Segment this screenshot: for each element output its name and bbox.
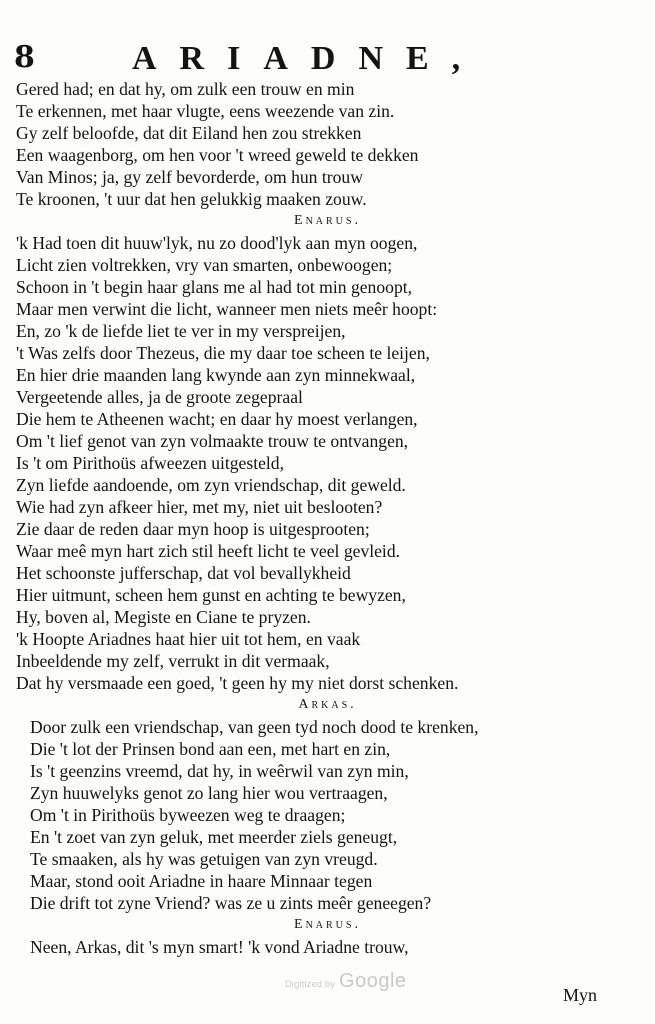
verse-line: Is 't geenzins vreemd, dat hy, in weêrwil van zyn min, <box>30 761 409 781</box>
page-number: 8 <box>14 40 35 75</box>
verse-line: En hier drie maanden lang kwynde aan zyn minnekwaal, <box>16 365 416 385</box>
verse-line: Om 't in Pirithoüs byweezen weg te draagen; <box>30 805 346 825</box>
verse-line: Die hem te Atheenen wacht; en daar hy moest verlangen, <box>16 409 418 429</box>
verse-line: Te erkennen, met haar vlugte, eens weezende van zin. <box>16 101 395 121</box>
verse-line: Die 't lot der Prinsen bond aan een, met hart en zin, <box>30 739 391 759</box>
verse-line: Maar men verwint die licht, wanneer men niets meêr hoopt: <box>16 299 438 319</box>
verse-line: 'k Had toen dit huuw'lyk, nu zo dood'lyk aan myn oogen, <box>16 233 418 253</box>
verse-line: Zyn huuwelyks genot zo lang hier wou vertraagen, <box>30 783 388 803</box>
speaker-heading: Arkas. <box>298 697 357 712</box>
verse-line: Maar, stond ooit Ariadne in haare Minnaar tegen <box>30 871 373 891</box>
watermark-brand: Google <box>339 970 407 992</box>
verse-line: Wie had zyn afkeer hier, met my, niet uit beslooten? <box>16 497 383 517</box>
verse-line: Vergeetende alles, ja de groote zegepraal <box>16 387 303 407</box>
verse-line: Hy, boven al, Megiste en Ciane te pryzen. <box>16 607 311 627</box>
verse-line: Schoon in 't begin haar glans me al had tot min genoopt, <box>16 277 413 297</box>
verse-line: Te smaaken, als hy was getuigen van zyn vreugd. <box>30 849 378 869</box>
verse-line: 'k Hoopte Ariadnes haat hier uit tot hem, en vaak <box>16 629 361 649</box>
speaker-heading: Enarus. <box>294 213 361 228</box>
verse-line: Van Minos; ja, gy zelf bevorderde, om hun trouw <box>16 167 363 187</box>
verse-line: Hier uitmunt, scheen hem gunst en achting te bewyzen, <box>16 585 406 605</box>
verse-line: Dat hy versmaade een goed, 't geen hy my niet dorst schenken. <box>16 673 459 693</box>
verse-line: Is 't om Pirithoüs afweezen uitgesteld, <box>16 453 284 473</box>
verse-line: Zie daar de reden daar myn hoop is uitgesprooten; <box>16 519 370 539</box>
verse-line: Een waagenborg, om hen voor 't wreed geweld te dekken <box>16 145 419 165</box>
digitization-watermark <box>285 970 407 993</box>
verse-line: Gy zelf beloofde, dat dit Eiland hen zou strekken <box>16 123 362 143</box>
verse-line: Zyn liefde aandoende, om zyn vriendschap, dit geweld. <box>16 475 406 495</box>
verse-line: En, zo 'k de liefde liet te ver in my verspreijen, <box>16 321 346 341</box>
speaker-heading: Enarus. <box>294 917 361 932</box>
verse-line: Het schoonste jufferschap, dat vol bevallykheid <box>16 563 351 583</box>
verse-line: Door zulk een vriendschap, van geen tyd noch dood te krenken, <box>30 717 479 737</box>
running-title: ARIADNE, <box>132 40 484 77</box>
watermark-prefix: Digitized by <box>285 979 336 989</box>
verse-line: Inbeeldende my zelf, verrukt in dit vermaak, <box>16 651 330 671</box>
verse-line: Om 't lief genot van zyn volmaakte trouw te ontvangen, <box>16 431 409 451</box>
verse-line: Die drift tot zyne Vriend? was ze u zints meêr geneegen? <box>30 893 432 913</box>
verse-line: Gered had; en dat hy, om zulk een trouw en min <box>16 79 355 99</box>
verse-line: Licht zien voltrekken, vry van smarten, onbewoogen; <box>16 255 393 275</box>
verse-line: Neen, Arkas, dit 's myn smart! 'k vond Ariadne trouw, <box>30 937 409 957</box>
verse-line: Te kroonen, 't uur dat hen gelukkig maaken zouw. <box>16 189 367 209</box>
verse-line: En 't zoet van zyn geluk, met meerder ziels geneugt, <box>30 827 398 847</box>
verse-line: 't Was zelfs door Thezeus, die my daar toe scheen te leijen, <box>16 343 430 363</box>
verse-line: Waar meê myn hart zich stil heeft licht te veel gevleid. <box>16 541 401 561</box>
page-header <box>14 40 641 80</box>
catchword: Myn <box>562 985 597 1005</box>
